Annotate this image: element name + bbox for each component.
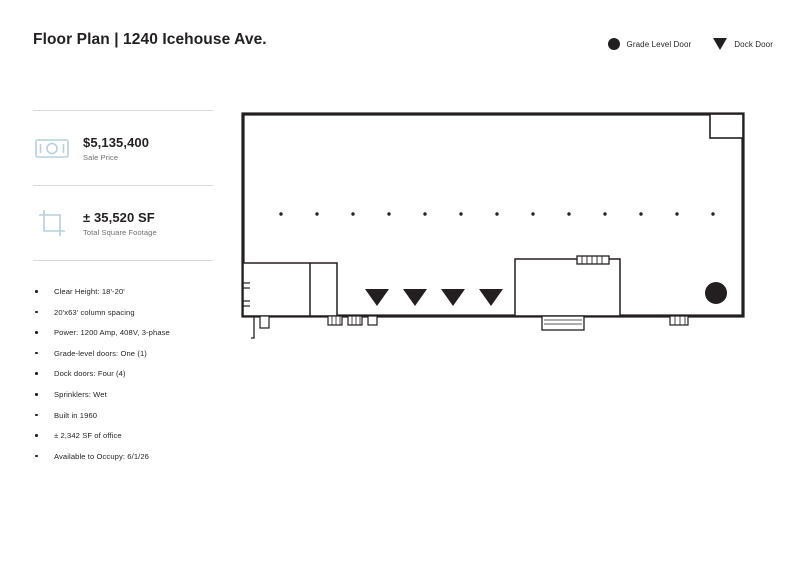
- divider: [33, 260, 213, 261]
- stat-value: $5,135,400: [83, 134, 150, 150]
- triangle-icon: [479, 289, 503, 306]
- list-item: Sprinklers: Wet: [33, 390, 213, 399]
- triangle-icon: [713, 38, 727, 50]
- area-crop-icon: [35, 208, 69, 238]
- exterior-appendages: [251, 316, 688, 338]
- list-item: Power: 1200 Amp, 408V, 3-phase: [33, 328, 213, 337]
- stat-sale-price: [33, 111, 213, 185]
- legend-label: Grade Level Door: [626, 39, 692, 49]
- circle-icon: [705, 282, 727, 304]
- list-item: Clear Height: 18'-20': [33, 287, 213, 296]
- legend-item-dock-door: [713, 38, 773, 50]
- notch-room: [710, 114, 743, 138]
- legend: [608, 38, 773, 50]
- stat-label: Sale Price: [83, 152, 119, 162]
- feature-list: [33, 287, 213, 461]
- list-item: Built in 1960: [33, 411, 213, 420]
- money-icon: [35, 133, 69, 163]
- list-item: Grade-level doors: One (1): [33, 349, 213, 358]
- floor-plan-svg: [232, 100, 777, 370]
- office-right: [515, 259, 620, 316]
- circle-icon: [608, 38, 620, 50]
- page-title: Floor Plan | 1240 Icehouse Ave.: [33, 31, 267, 48]
- list-item: Dock doors: Four (4): [33, 369, 213, 378]
- legend-label: Dock Door: [734, 39, 773, 49]
- office-left: [243, 263, 337, 316]
- triangle-icon: [365, 289, 389, 306]
- list-item: ± 2,342 SF of office: [33, 431, 213, 440]
- dock-doors: [365, 289, 503, 306]
- list-item: Available to Occupy: 6/1/26: [33, 452, 213, 461]
- floor-plan-drawing: [232, 100, 777, 370]
- legend-item-grade-level-door: [608, 38, 692, 50]
- stat-total-square-footage: [33, 186, 213, 260]
- column-dots: [279, 212, 714, 215]
- triangle-icon: [403, 289, 427, 306]
- list-item: 20'x63' column spacing: [33, 308, 213, 317]
- triangle-icon: [441, 289, 465, 306]
- stat-label: Total Square Footage: [83, 227, 157, 237]
- info-column: [33, 110, 213, 477]
- stat-value: ± 35,520 SF: [83, 209, 155, 225]
